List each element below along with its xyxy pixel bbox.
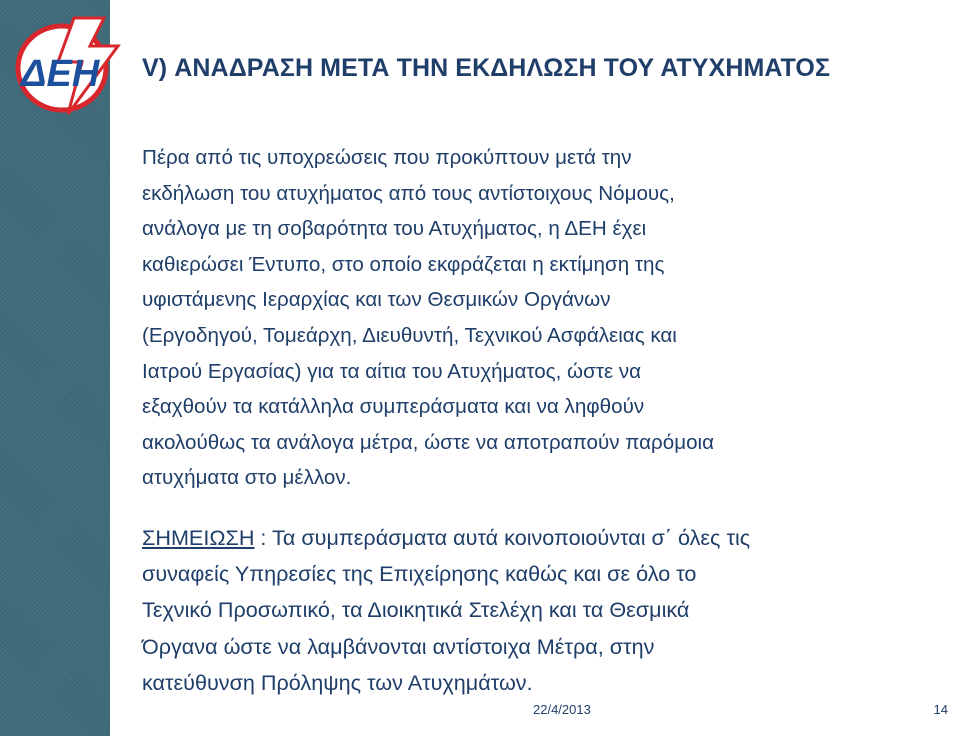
paragraph-line: εκδήλωση του ατυχήματος από τους αντίστοιχους Νόμους,	[142, 181, 675, 205]
paragraph-line: υφιστάμενης Ιεραρχίας και των Θεσμικών Οργάνων	[142, 288, 611, 312]
logo-text: ΔΕΗ	[21, 53, 100, 95]
note-line: κατεύθυνση Πρόληψης των Ατυχημάτων.	[142, 669, 533, 695]
paragraph-line: καθιερώσει Έντυπο, στο οποίο εκφράζεται η εκτίμηση της	[142, 252, 665, 276]
note-label: ΣΗΜΕΙΩΣΗ	[142, 525, 255, 550]
note-line: συναφείς Υπηρεσίες της Επιχείρησης καθώς και σε όλο το	[142, 561, 697, 587]
paragraph-line: Ιατρού Εργασίας) για τα αίτια του Ατυχήματος, ώστε να	[142, 359, 642, 383]
paragraph-line: ακολούθως τα ανάλογα μέτρα, ώστε να αποτραπούν παρόμοια	[142, 430, 715, 454]
dei-logo	[6, 16, 124, 116]
note-paragraph	[142, 520, 942, 701]
paragraph-line: (Εργοδηγού, Τομεάρχη, Διευθυντή, Τεχνικού Ασφάλειας και	[142, 323, 677, 347]
note-first-line-text: : Τα συμπεράσματα αυτά κοινοποιούνται σ΄ όλες τις	[254, 525, 751, 550]
paragraph-line: εξαχθούν τα κατάλληλα συμπεράσματα και να ληφθούν	[142, 395, 645, 419]
note-first-line	[142, 520, 942, 556]
note-line: Όργανα ώστε να λαμβάνονται αντίστοιχα Μέτρα, στην	[142, 633, 655, 659]
footer-date: 22/4/2013	[533, 702, 591, 717]
footer-page-number: 14	[933, 702, 948, 717]
note-line: Τεχνικό Προσωπικό, τα Διοικητικά Στελέχη και τα Θεσμικά	[142, 597, 690, 623]
body-paragraph	[142, 140, 942, 496]
paragraph-line: Πέρα από τις υποχρεώσεις που προκύπτουν μετά την	[142, 146, 632, 169]
paragraph-line: ανάλογα με τη σοβαρότητα του Ατυχήματος, η ΔΕΗ έχει	[142, 217, 647, 241]
slide-title: V) ΑΝΑΔΡΑΣΗ ΜΕΤΑ ΤΗΝ ΕΚΔΗΛΩΣΗ ΤΟΥ ΑΤΥΧΗΜΑΤΟΣ	[142, 54, 831, 82]
paragraph-line: ατυχήματα στο μέλλον.	[142, 466, 352, 490]
